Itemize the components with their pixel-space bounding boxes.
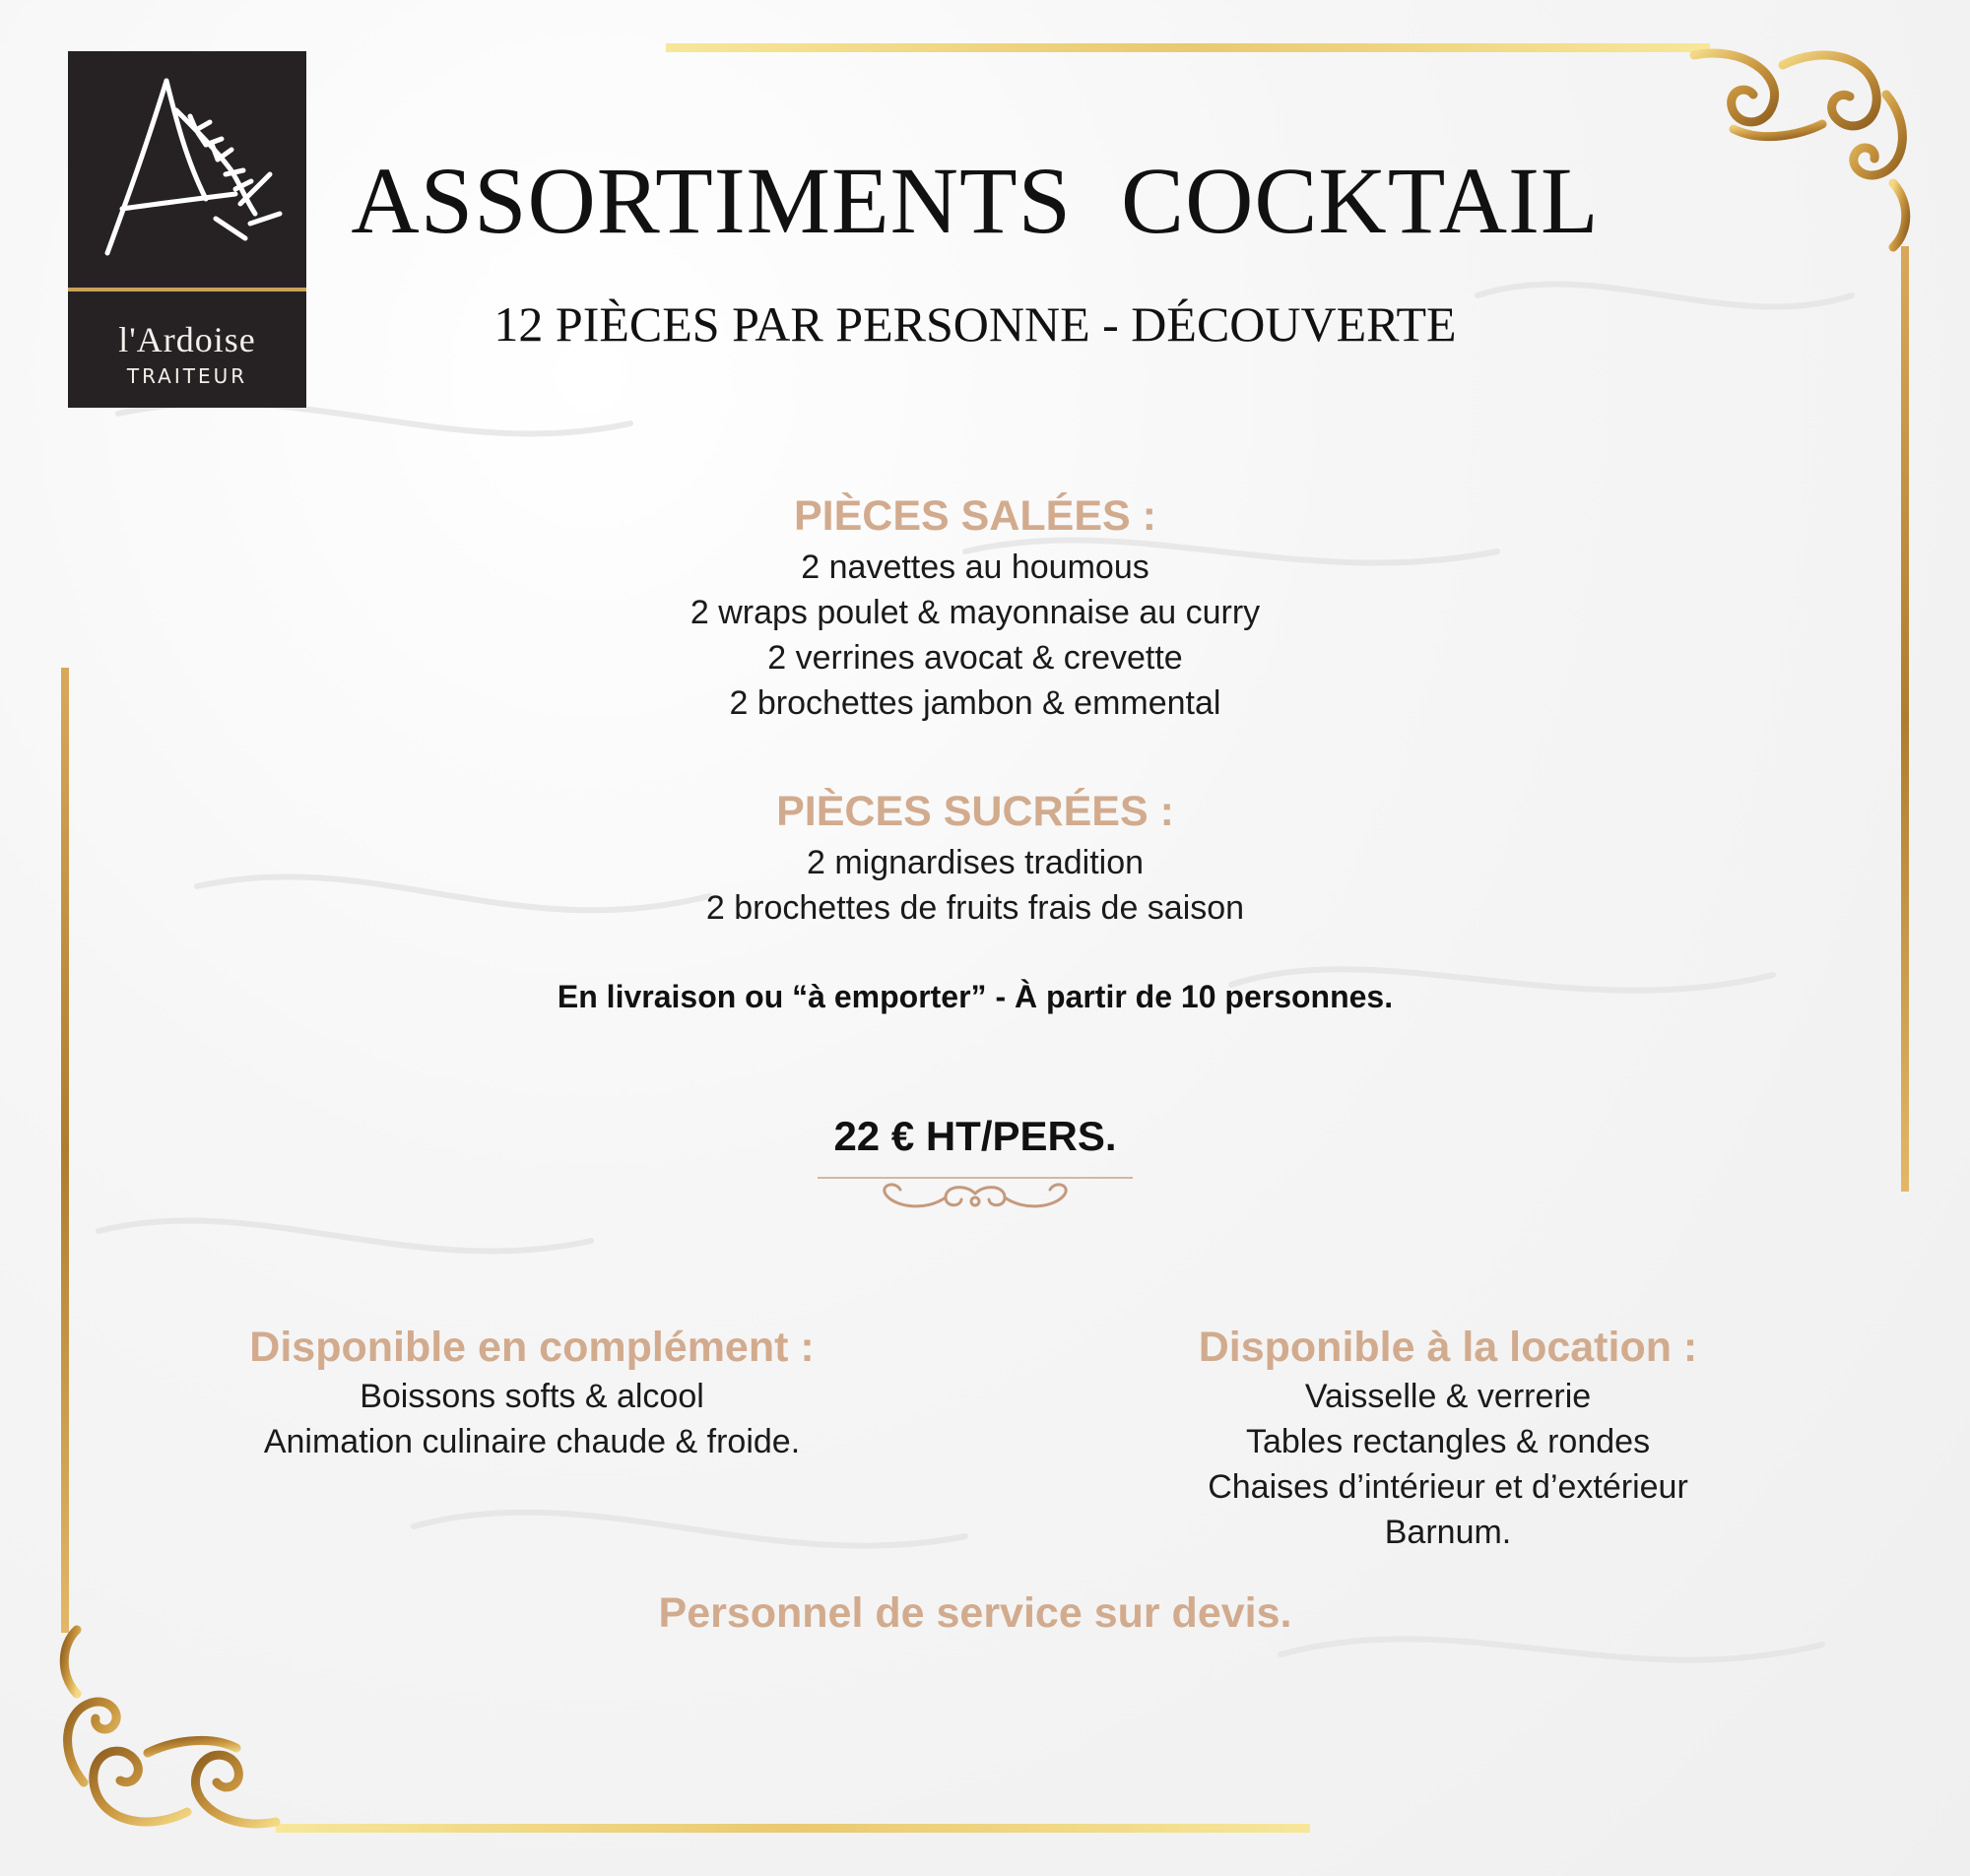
list-item: 2 mignardises tradition: [806, 844, 1145, 881]
list-item: Animation culinaire chaude & froide.: [263, 1423, 801, 1460]
section-sucrees: [345, 788, 1606, 931]
frame-right-line: [1901, 246, 1909, 1192]
staff-note: Personnel de service sur devis.: [658, 1589, 1292, 1637]
logo-name: l'Ardoise: [118, 320, 256, 359]
logo-subtitle: TRAITEUR: [126, 364, 248, 388]
frame-bottom-line: [276, 1824, 1310, 1833]
list-item: Barnum.: [1384, 1514, 1512, 1551]
list-item: 2 wraps poulet & mayonnaise au curry: [690, 594, 1261, 631]
list-item: Vaisselle & verrerie: [1304, 1378, 1592, 1415]
logo-gold-divider: [68, 288, 306, 291]
delivery-note: En livraison ou “à emporter” - À partir de 10 personnes.: [557, 979, 1394, 1014]
section-heading: PIÈCES SUCRÉES :: [776, 788, 1174, 835]
corner-ornament-top-right-icon: [1674, 35, 1931, 262]
section-salees: [345, 492, 1606, 726]
frame-top-line: [666, 43, 1710, 52]
section-heading: Disponible à la location :: [1198, 1324, 1698, 1371]
divider-flourish-icon: [818, 1172, 1133, 1221]
logo: [68, 51, 306, 408]
list-item: 2 verrines avocat & crevette: [767, 639, 1183, 677]
page-subtitle: 12 PIÈCES PAR PERSONNE - DÉCOUVERTE: [493, 296, 1457, 352]
section-complement: [167, 1324, 896, 1464]
list-item: 2 navettes au houmous: [801, 549, 1149, 586]
list-item: 2 brochettes de fruits frais de saison: [705, 889, 1245, 927]
list-item: 2 brochettes jambon & emmental: [729, 684, 1221, 722]
list-item: Chaises d’intérieur et d’extérieur: [1208, 1468, 1688, 1506]
section-heading: PIÈCES SALÉES :: [794, 492, 1156, 540]
frame-left-line: [61, 668, 69, 1633]
section-location: [1084, 1324, 1812, 1555]
price: 22 € HT/PERS.: [833, 1113, 1117, 1159]
list-item: Boissons softs & alcool: [360, 1378, 704, 1415]
list-item: Tables rectangles & rondes: [1245, 1423, 1651, 1460]
page-title: ASSORTIMENTS COCKTAIL: [351, 148, 1600, 253]
logo-a-branch-icon: [68, 51, 306, 288]
corner-ornament-bottom-left-icon: [39, 1615, 296, 1842]
section-heading: Disponible en complément :: [249, 1324, 815, 1371]
